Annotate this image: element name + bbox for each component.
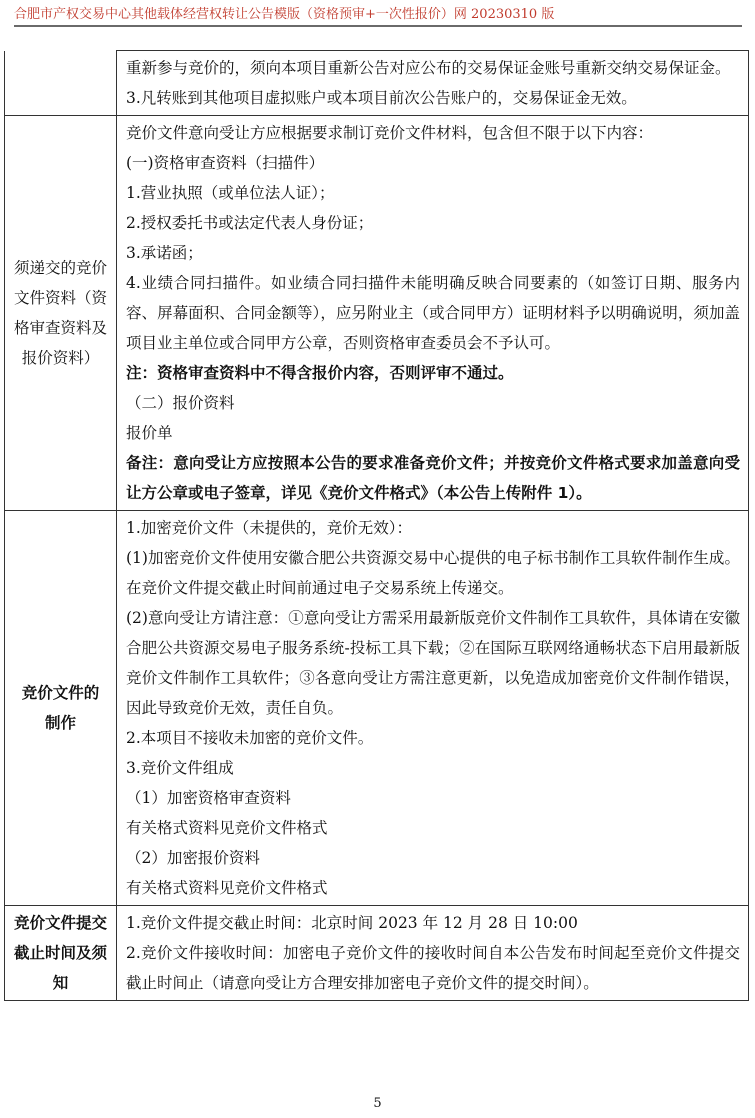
content-line: 2.竞价文件接收时间：加密电子竞价文件的接收时间自本公告发布时间起至竞价文件提交截止时间止（请意向受让方合理安排加密电子竞价文件的提交时间）。	[126, 944, 740, 992]
announcement-table	[4, 50, 749, 1001]
content-line: 4.业绩合同扫描件。如业绩合同扫描件未能明确反映合同要素的（如签订日期、服务内容、屏幕面积、合同金额等），应另附业主（或合同甲方）证明材料予以明确说明，须加盖项目业主单位或合同甲方公章，否则资格审查委员会不予认可。	[126, 274, 740, 352]
content-line: （二）报价资料	[126, 394, 235, 412]
table-row-submission-materials	[5, 116, 749, 511]
content-line: (1)加密竞价文件使用安徽合肥公共资源交易中心提供的电子标书制作工具软件制作生成。在竞价文件提交截止时间前通过电子交易系统上传递交。	[126, 549, 740, 597]
row-label	[5, 51, 117, 116]
content-line: （1）加密资格审查资料	[126, 789, 291, 807]
header-divider	[14, 25, 742, 27]
content-line: 3.承诺函；	[126, 244, 203, 262]
row-content	[117, 51, 749, 116]
content-line: 有关格式资料见竞价文件格式	[126, 879, 328, 897]
table-row-deposit-continued	[5, 51, 749, 116]
table-row-document-preparation	[5, 511, 749, 906]
content-line: 1.加密竞价文件（未提供的，竞价无效）：	[126, 519, 413, 537]
qualification-note: 注：资格审查资料中不得含报价内容，否则评审不通过。	[126, 364, 514, 382]
content-line: 3.竞价文件组成	[126, 759, 234, 777]
document-header-title: 合肥市产权交易中心其他载体经营权转让公告模版（资格预审+一次性报价）网 20230310 版	[14, 7, 555, 22]
content-line: 有关格式资料见竞价文件格式	[126, 819, 328, 837]
content-line: 2.授权委托书或法定代表人身份证；	[126, 214, 374, 232]
content-line: (2)意向受让方请注意：①意向受让方需采用最新版竞价文件制作工具软件，具体请在安徽合肥公共资源交易电子服务系统-投标工具下载；②在国际互联网络通畅状态下启用最新版竞价文件制作工具软件；③各意向受让方需注意更新，以免造成加密竞价文件制作错误，因此导致竞价无效，责任自负。	[126, 609, 740, 717]
page-number: 5	[373, 1096, 382, 1111]
content-line: 2.本项目不接收未加密的竞价文件。	[126, 729, 374, 747]
content-line: 竞价文件意向受让方应根据要求制订竞价文件材料，包含但不限于以下内容：	[126, 124, 654, 142]
row-content	[117, 116, 749, 511]
content-line: 1.营业执照（或单位法人证）；	[126, 184, 335, 202]
table-row-submission-deadline	[5, 906, 749, 1001]
content-line: （2）加密报价资料	[126, 849, 260, 867]
content-line: 报价单	[126, 424, 173, 442]
row-label: 须递交的竞价文件资料（资格审查资料及报价资料）	[5, 116, 117, 511]
content-line: 3.凡转账到其他项目虚拟账户或本项目前次公告账户的，交易保证金无效。	[126, 89, 637, 107]
content-line: (一)资格审查资料（扫描件）	[126, 154, 325, 172]
row-label: 竞价文件的制作	[5, 511, 117, 906]
row-content	[117, 511, 749, 906]
row-label: 竞价文件提交截止时间及须知	[5, 906, 117, 1001]
remarks-note: 备注：意向受让方应按照本公告的要求准备竞价文件；并按竞价文件格式要求加盖意向受让方公章或电子签章，详见《竞价文件格式》（本公告上传附件 1）。	[126, 454, 740, 502]
content-line: 重新参与竞价的，须向本项目重新公告对应公布的交易保证金账号重新交纳交易保证金。	[126, 59, 731, 77]
row-content	[117, 906, 749, 1001]
deadline-line: 1.竞价文件提交截止时间：北京时间 2023 年 12 月 28 日 10:00	[126, 914, 578, 932]
